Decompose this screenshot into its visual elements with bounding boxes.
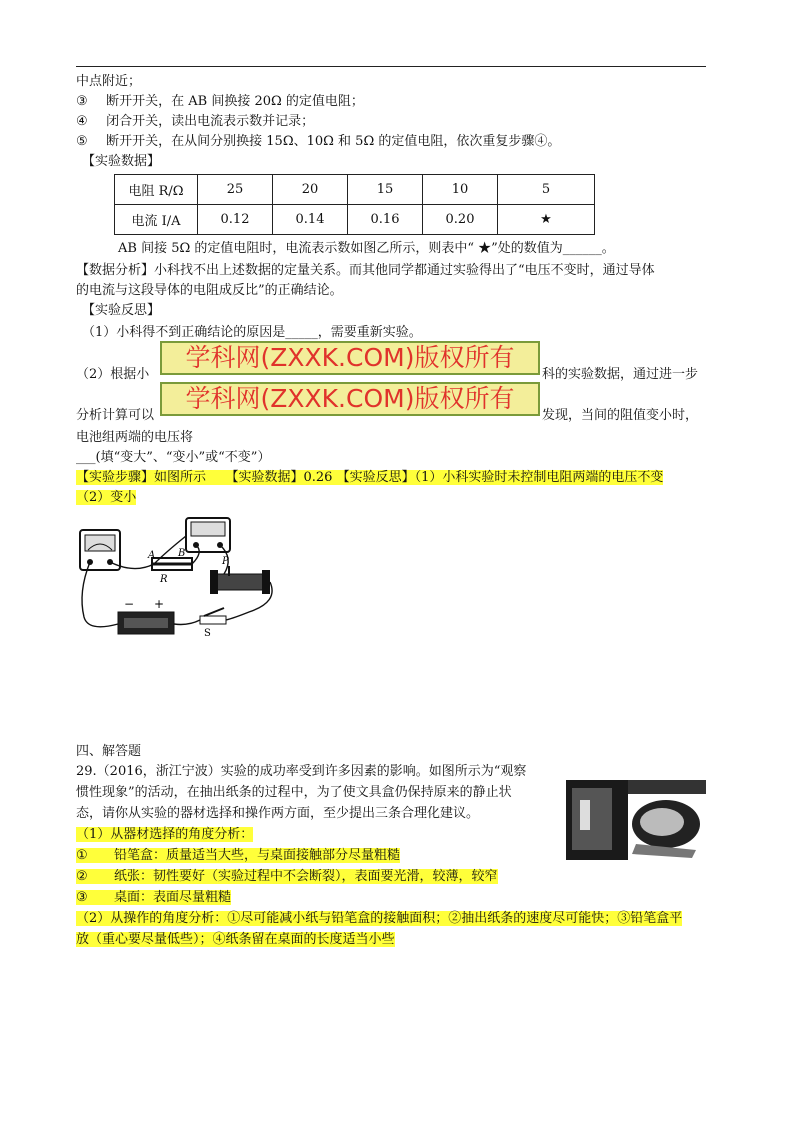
- table-cell: ★: [498, 205, 595, 235]
- after-table-text: AB 间接 5Ω 的定值电阻时，电流表示数如图乙所示，则表中“ ★”处的数值为______。: [118, 241, 615, 256]
- step-number: ⑤: [76, 134, 88, 149]
- label-p: P: [222, 556, 229, 567]
- table-row: [115, 175, 595, 205]
- answer-text: 放（重心要尽量低些）；④纸条留在桌面的长度适当小些: [76, 932, 395, 947]
- table-cell: 0.12: [198, 205, 273, 235]
- answer-text: （2）变小: [76, 490, 137, 505]
- analysis-line-2: 的电流与这段导体的电阻成反比”的正确结论。: [76, 283, 343, 298]
- top-text: 中点附近；: [76, 74, 142, 89]
- item-number: ③: [76, 890, 88, 905]
- battery-icon: [118, 612, 174, 634]
- table-cell: 25: [198, 175, 273, 205]
- item-text: 铅笔盒：质量适当大些，与桌面接触部分尽量粗糙: [114, 848, 401, 863]
- answer-text: （2）从操作的角度分析：①尽可能减小纸与铅笔盒的接触面积；②抽出纸条的速度尽可能快；③铅笔盒平: [76, 911, 683, 926]
- answer29-item-1: [76, 846, 400, 866]
- inertia-photo: [566, 780, 706, 860]
- section-title: 四、解答题: [76, 744, 142, 759]
- table-cell: 10: [423, 175, 498, 205]
- step-4: [76, 112, 314, 132]
- table-row: [115, 205, 595, 235]
- label-plus: +: [154, 597, 165, 611]
- answer-line-1: [76, 468, 663, 488]
- table-cell: 5: [498, 175, 595, 205]
- answer-text: [76, 848, 400, 863]
- data-table: [114, 174, 595, 235]
- table-cell: 电流 I/A: [115, 205, 198, 235]
- step-text: 断开开关，在从间分别换接 15Ω、10Ω 和 5Ω 的定值电阻，依次重复步骤④。: [106, 134, 561, 149]
- answer-text: [76, 869, 498, 884]
- reflection-heading: 【实验反思】: [82, 303, 161, 318]
- label-b: B: [178, 548, 186, 559]
- reflection-line-4: 电池组两端的电压将: [76, 430, 194, 445]
- item-text: 桌面：表面尽量粗糙: [114, 890, 232, 905]
- reflection-line-3-left: 分析计算可以: [76, 408, 155, 423]
- step-3: [76, 92, 364, 112]
- table-cell: 电阻 R/Ω: [115, 175, 198, 205]
- reflection-line-3-right: 发现，当间的阻值变小时，: [542, 408, 699, 423]
- answer29-item-2: [76, 867, 498, 887]
- step-number: ③: [76, 94, 88, 109]
- label-a: A: [148, 550, 156, 561]
- step-5: [76, 132, 560, 152]
- table-cell: 20: [273, 175, 348, 205]
- reflection-line-2-left: （2）根据小: [76, 367, 150, 382]
- answer-line-2: [76, 488, 136, 508]
- item-number: ①: [76, 848, 88, 863]
- question-29-line-2: 惯性现象”的活动，在抽出纸条的过程中，为了使文具盒仍保持原来的静止状: [76, 785, 512, 800]
- label-minus: −: [124, 597, 135, 611]
- table-cell: 15: [348, 175, 423, 205]
- step-text: 闭合开关，读出电流表示数并记录；: [106, 114, 315, 129]
- item-text: 纸张：韧性要好（实验过程中不会断裂），表面要光滑，较薄，较窄: [114, 869, 498, 884]
- watermark-banner: 学科网(ZXXK.COM)版权所有: [160, 341, 540, 375]
- header-rule: [76, 66, 706, 67]
- circuit-diagram: [74, 512, 284, 642]
- reflection-line-5: ___(填“变大”、“变小”或“不变”）: [76, 450, 271, 465]
- answer-text: [76, 890, 231, 905]
- question-29-line-3: 态，请你从实验的器材选择和操作两方面，至少提出三条合理化建议。: [76, 806, 480, 821]
- item-number: ②: [76, 869, 88, 884]
- table-cell: 0.16: [348, 205, 423, 235]
- reflection-line-1: （1）小科得不到正确结论的原因是_____，需要重新实验。: [82, 325, 422, 340]
- watermark-banner: 学科网(ZXXK.COM)版权所有: [160, 382, 540, 416]
- data-heading: 【实验数据】: [82, 154, 161, 169]
- label-r: R: [160, 574, 168, 585]
- table-cell: 0.20: [423, 205, 498, 235]
- voltmeter-icon: [186, 518, 230, 552]
- answer-text: （1）从器材选择的角度分析：: [76, 827, 254, 842]
- answer29-op-line-1: [76, 909, 682, 929]
- analysis-line-1: 【数据分析】小科找不出上述数据的定量关系。而其他同学都通过实验得出了“电压不变时，通过导体: [76, 263, 655, 278]
- label-s: S: [204, 628, 211, 639]
- step-number: ④: [76, 114, 88, 129]
- table-cell: 0.14: [273, 205, 348, 235]
- rheostat-icon: [210, 566, 270, 594]
- reflection-line-2-right: 科的实验数据，通过进一步: [542, 367, 699, 382]
- switch-icon: [200, 608, 226, 624]
- answer29-op-line-2: [76, 930, 395, 950]
- question-29-line-1: 29.（2016，浙江宁波）实验的成功率受到许多因素的影响。如图所示为“观察: [76, 764, 527, 779]
- step-text: 断开开关，在 AB 间换接 20Ω 的定值电阻；: [106, 94, 364, 109]
- answer29-head-line: [76, 825, 253, 845]
- answer-text: 【实验步骤】如图所示 【实验数据】0.26 【实验反思】（1）小科实验时未控制电阻两端的电压不变: [76, 470, 664, 485]
- answer29-item-3: [76, 888, 231, 908]
